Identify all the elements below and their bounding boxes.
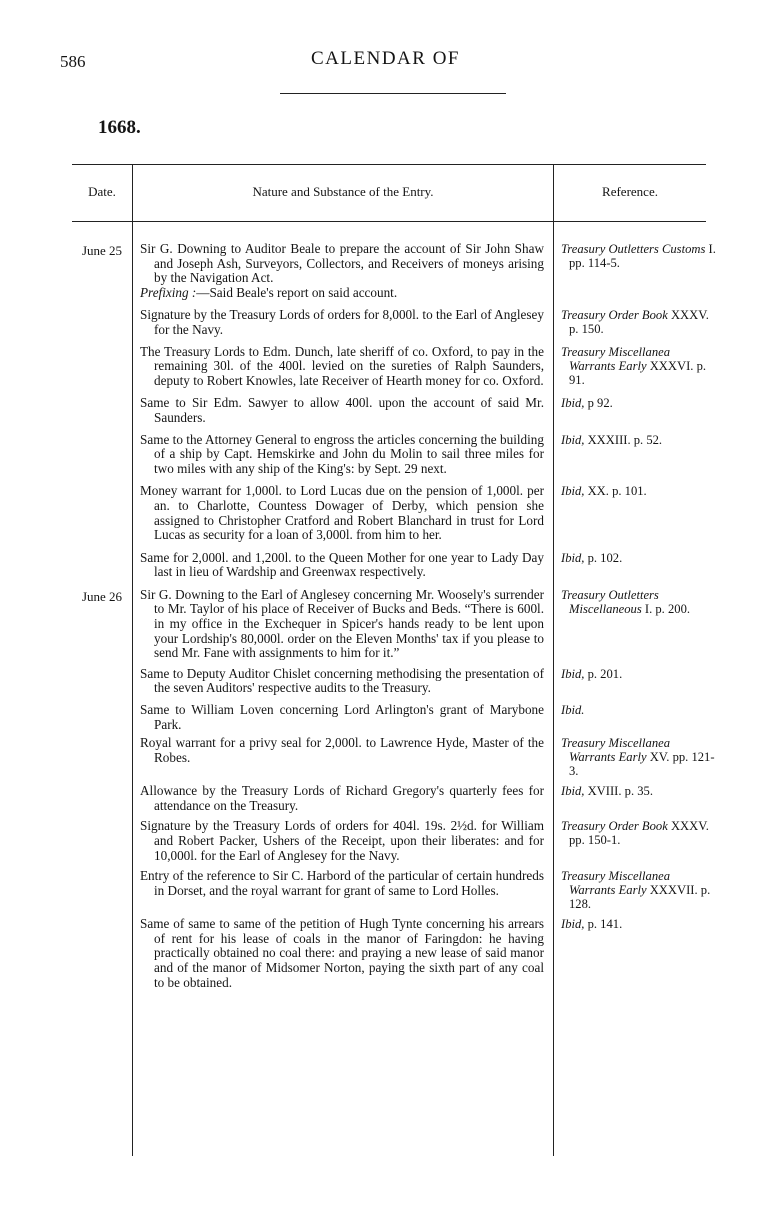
table-row bbox=[72, 345, 706, 389]
entry-nature bbox=[140, 396, 544, 425]
entry-text: Entry of the reference to Sir C. Harbord of the particular of certain hundreds in Dorset, and the royal warrant for grant of same to Lord Holles. bbox=[140, 868, 544, 898]
entry-nature bbox=[140, 345, 544, 389]
entry-text: Same to William Loven concerning Lord Arlington's grant of Marybone Park. bbox=[140, 702, 544, 732]
entry-reference bbox=[561, 736, 717, 778]
entry-reference bbox=[561, 917, 717, 990]
entry-date bbox=[72, 736, 132, 778]
entry-reference bbox=[561, 551, 717, 580]
entry-text: Signature by the Treasury Lords of orders for 8,000l. to the Earl of Anglesey for the Navy. bbox=[140, 307, 544, 337]
entry-date bbox=[72, 869, 132, 911]
entry-nature bbox=[140, 551, 544, 580]
entry-text: Sir G. Downing to the Earl of Anglesey concerning Mr. Woosely's surrender to Mr. Taylor of his place of Receiver of Bucks and Beds. “There is 600l. in my office in the Exchequer in Spicer's hands ready to be lent upon your Lordship's 80,000l. order on the Eleven Months' tax if you please to send Mr. Fane with assignments to him for it.” bbox=[140, 586, 544, 661]
reference-source: Treasury Outletters Customs bbox=[561, 242, 706, 256]
table-row bbox=[72, 868, 711, 912]
entry-date bbox=[72, 819, 132, 863]
entry-date: June 26 bbox=[81, 588, 123, 604]
column-header-date: Date. bbox=[88, 184, 116, 199]
table-row bbox=[72, 735, 715, 779]
reference-source: Treasury Miscellanea Warrants Early bbox=[561, 736, 671, 765]
reference-location: p. 102. bbox=[584, 550, 623, 565]
reference-location: XVIII. p. 35. bbox=[584, 784, 653, 799]
entries-list bbox=[72, 241, 716, 996]
reference-location: p 92. bbox=[584, 396, 613, 411]
entry-reference bbox=[561, 484, 717, 542]
entry-date bbox=[72, 396, 132, 425]
reference-source: Treasury Order Book bbox=[561, 308, 668, 323]
entry-nature bbox=[140, 917, 544, 990]
reference-source: Ibid, bbox=[561, 484, 585, 499]
entry-nature bbox=[140, 433, 544, 477]
running-title: CALENDAR OF bbox=[311, 48, 460, 69]
reference-location: XXXV. pp. 150-1. bbox=[569, 819, 709, 848]
reference-source: Ibid, bbox=[561, 432, 585, 447]
entry-date bbox=[72, 345, 132, 389]
reference-location: I. pp. 114-5. bbox=[569, 242, 716, 270]
reference-location: I. p. 200. bbox=[641, 601, 691, 616]
reference-location: p. 141. bbox=[584, 917, 623, 932]
year-heading: 1668. bbox=[98, 117, 141, 138]
entry-reference bbox=[561, 396, 717, 425]
entry-text: Same of same to same of the petition of Hugh Tynte concerning his arrears of rent for his lease of coals in the manor of Faringdon: he having practically obtained no coal there: and praying a new lease of said manor and of the manor of Midsomer Norton, paying the sixth part of any coal to be obtained. bbox=[140, 916, 544, 990]
entry-text: Sir G. Downing to Auditor Beale to prepare the account of Sir John Shaw and Joseph Ash, Surveyors, Collectors, and Receivers of moneys arising by the Navigation Act. bbox=[140, 241, 544, 286]
table-row bbox=[72, 588, 706, 661]
entry-note bbox=[140, 286, 544, 301]
reference-location: XXXV. p. 150. bbox=[569, 308, 709, 337]
table-row bbox=[72, 818, 709, 863]
table-row bbox=[72, 396, 706, 425]
entry-reference bbox=[561, 819, 717, 863]
entry-text: Allowance by the Treasury Lords of Richard Gregory's quarterly fees for attendance on the Treasury. bbox=[140, 783, 544, 813]
reference-location: XXXVI. p. 91. bbox=[569, 358, 707, 387]
entry-reference bbox=[561, 703, 717, 732]
table-row bbox=[72, 917, 706, 990]
entry-reference bbox=[561, 588, 717, 661]
table-row bbox=[72, 484, 706, 542]
entry-date: June 25 bbox=[81, 243, 123, 258]
entry-reference bbox=[561, 784, 717, 813]
entry-reference bbox=[561, 242, 717, 300]
entry-nature bbox=[140, 784, 544, 813]
reference-source: Treasury Order Book bbox=[561, 819, 668, 834]
entry-reference bbox=[561, 345, 717, 389]
entry-note-lead: Prefixing : bbox=[140, 284, 197, 300]
page-number: 586 bbox=[60, 52, 86, 71]
entry-date bbox=[72, 551, 132, 580]
entry-date bbox=[72, 917, 132, 990]
reference-source: Ibid. bbox=[561, 703, 585, 718]
entry-nature bbox=[140, 588, 544, 661]
reference-location: XXXVII. p. 128. bbox=[569, 883, 711, 912]
reference-source: Ibid, bbox=[561, 666, 585, 681]
reference-location: XXXIII. p. 52. bbox=[584, 432, 663, 447]
reference-location: XV. pp. 121-3. bbox=[569, 750, 715, 779]
table-row bbox=[72, 784, 706, 813]
table-row bbox=[72, 433, 706, 477]
column-header-reference: Reference. bbox=[602, 184, 658, 199]
header-rule bbox=[280, 93, 506, 94]
reference-location: p. 201. bbox=[584, 666, 623, 681]
reference-source: Ibid, bbox=[561, 550, 585, 565]
entry-nature bbox=[140, 703, 544, 732]
table-row bbox=[72, 241, 716, 300]
entry-date bbox=[72, 308, 132, 337]
entry-reference bbox=[561, 308, 717, 337]
entry-reference bbox=[561, 869, 717, 911]
entry-date bbox=[72, 433, 132, 477]
entry-note-text: —Said Beale's report on said account. bbox=[196, 284, 398, 300]
entry-nature bbox=[140, 736, 544, 778]
entry-text: Money warrant for 1,000l. to Lord Lucas due on the pension of 1,000l. per an. to Charlotte, Countess Dowager of Derby, which pension she assigned to Christopher Cratford and Robert Blanchard in trust for Lord Lucas as security for a loan of 3,000l. from him to her. bbox=[140, 483, 544, 543]
entry-text: Signature by the Treasury Lords of orders for 404l. 19s. 2½d. for William and Robert Packer, Ushers of the Receipt, upon their liberates: and for 10,000l. for the Earl of Anglesey for the Navy. bbox=[140, 818, 544, 863]
reference-source: Ibid, bbox=[561, 784, 585, 799]
entry-text: Same to Sir Edm. Sawyer to allow 400l. upon the account of said Mr. Saunders. bbox=[140, 395, 544, 425]
table-top-rule bbox=[72, 164, 706, 165]
entry-nature bbox=[140, 308, 544, 337]
table-row bbox=[72, 307, 709, 337]
entry-reference bbox=[561, 433, 717, 477]
reference-source: Ibid, bbox=[561, 917, 585, 932]
entry-date bbox=[72, 667, 132, 696]
entry-reference bbox=[561, 667, 717, 696]
entry-text: Royal warrant for a privy seal for 2,000l. to Lawrence Hyde, Master of the Robes. bbox=[140, 735, 544, 765]
entry-date bbox=[72, 784, 132, 813]
reference-source: Treasury Miscellanea Warrants Early bbox=[561, 344, 671, 373]
table-header-rule bbox=[72, 221, 706, 222]
entry-text: Same to the Attorney General to engross the articles concerning the building of a ship by Capt. Hemskirke and John du Molin to sail three miles for two miles with any ship of the King's: by Sept. 29 next. bbox=[140, 431, 544, 476]
reference-source: Ibid, bbox=[561, 396, 585, 411]
entry-text: The Treasury Lords to Edm. Dunch, late sheriff of co. Oxford, to pay in the remaining 30l. of the 400l. levied on the sureties of Ralph Saunders, deputy to Robert Knowles, late Receiver of Hearth money for co. Oxford. bbox=[140, 343, 544, 388]
entry-date bbox=[72, 484, 132, 542]
entry-nature bbox=[140, 484, 544, 542]
entry-text: Same for 2,000l. and 1,200l. to the Queen Mother for one year to Lady Day last in lieu of Wardship and Greenwax respectively. bbox=[140, 549, 544, 580]
reference-source: Treasury Outletters Miscellaneous bbox=[561, 587, 659, 616]
table-row bbox=[72, 551, 706, 580]
table-row bbox=[72, 667, 706, 696]
column-header-nature: Nature and Substance of the Entry. bbox=[252, 184, 434, 199]
entry-nature bbox=[140, 667, 544, 696]
entry-nature bbox=[140, 242, 544, 300]
entry-text: Same to Deputy Auditor Chislet concerning methodising the presentation of the seven Auditors' respective audits to the Treasury. bbox=[140, 665, 544, 696]
entry-nature bbox=[140, 819, 544, 863]
calendar-table bbox=[72, 164, 716, 1156]
reference-location: XX. p. 101. bbox=[584, 484, 647, 499]
entry-nature bbox=[140, 869, 544, 911]
entry-date bbox=[72, 703, 132, 732]
reference-source: Treasury Miscellanea Warrants Early bbox=[561, 869, 671, 898]
table-row bbox=[72, 703, 706, 732]
